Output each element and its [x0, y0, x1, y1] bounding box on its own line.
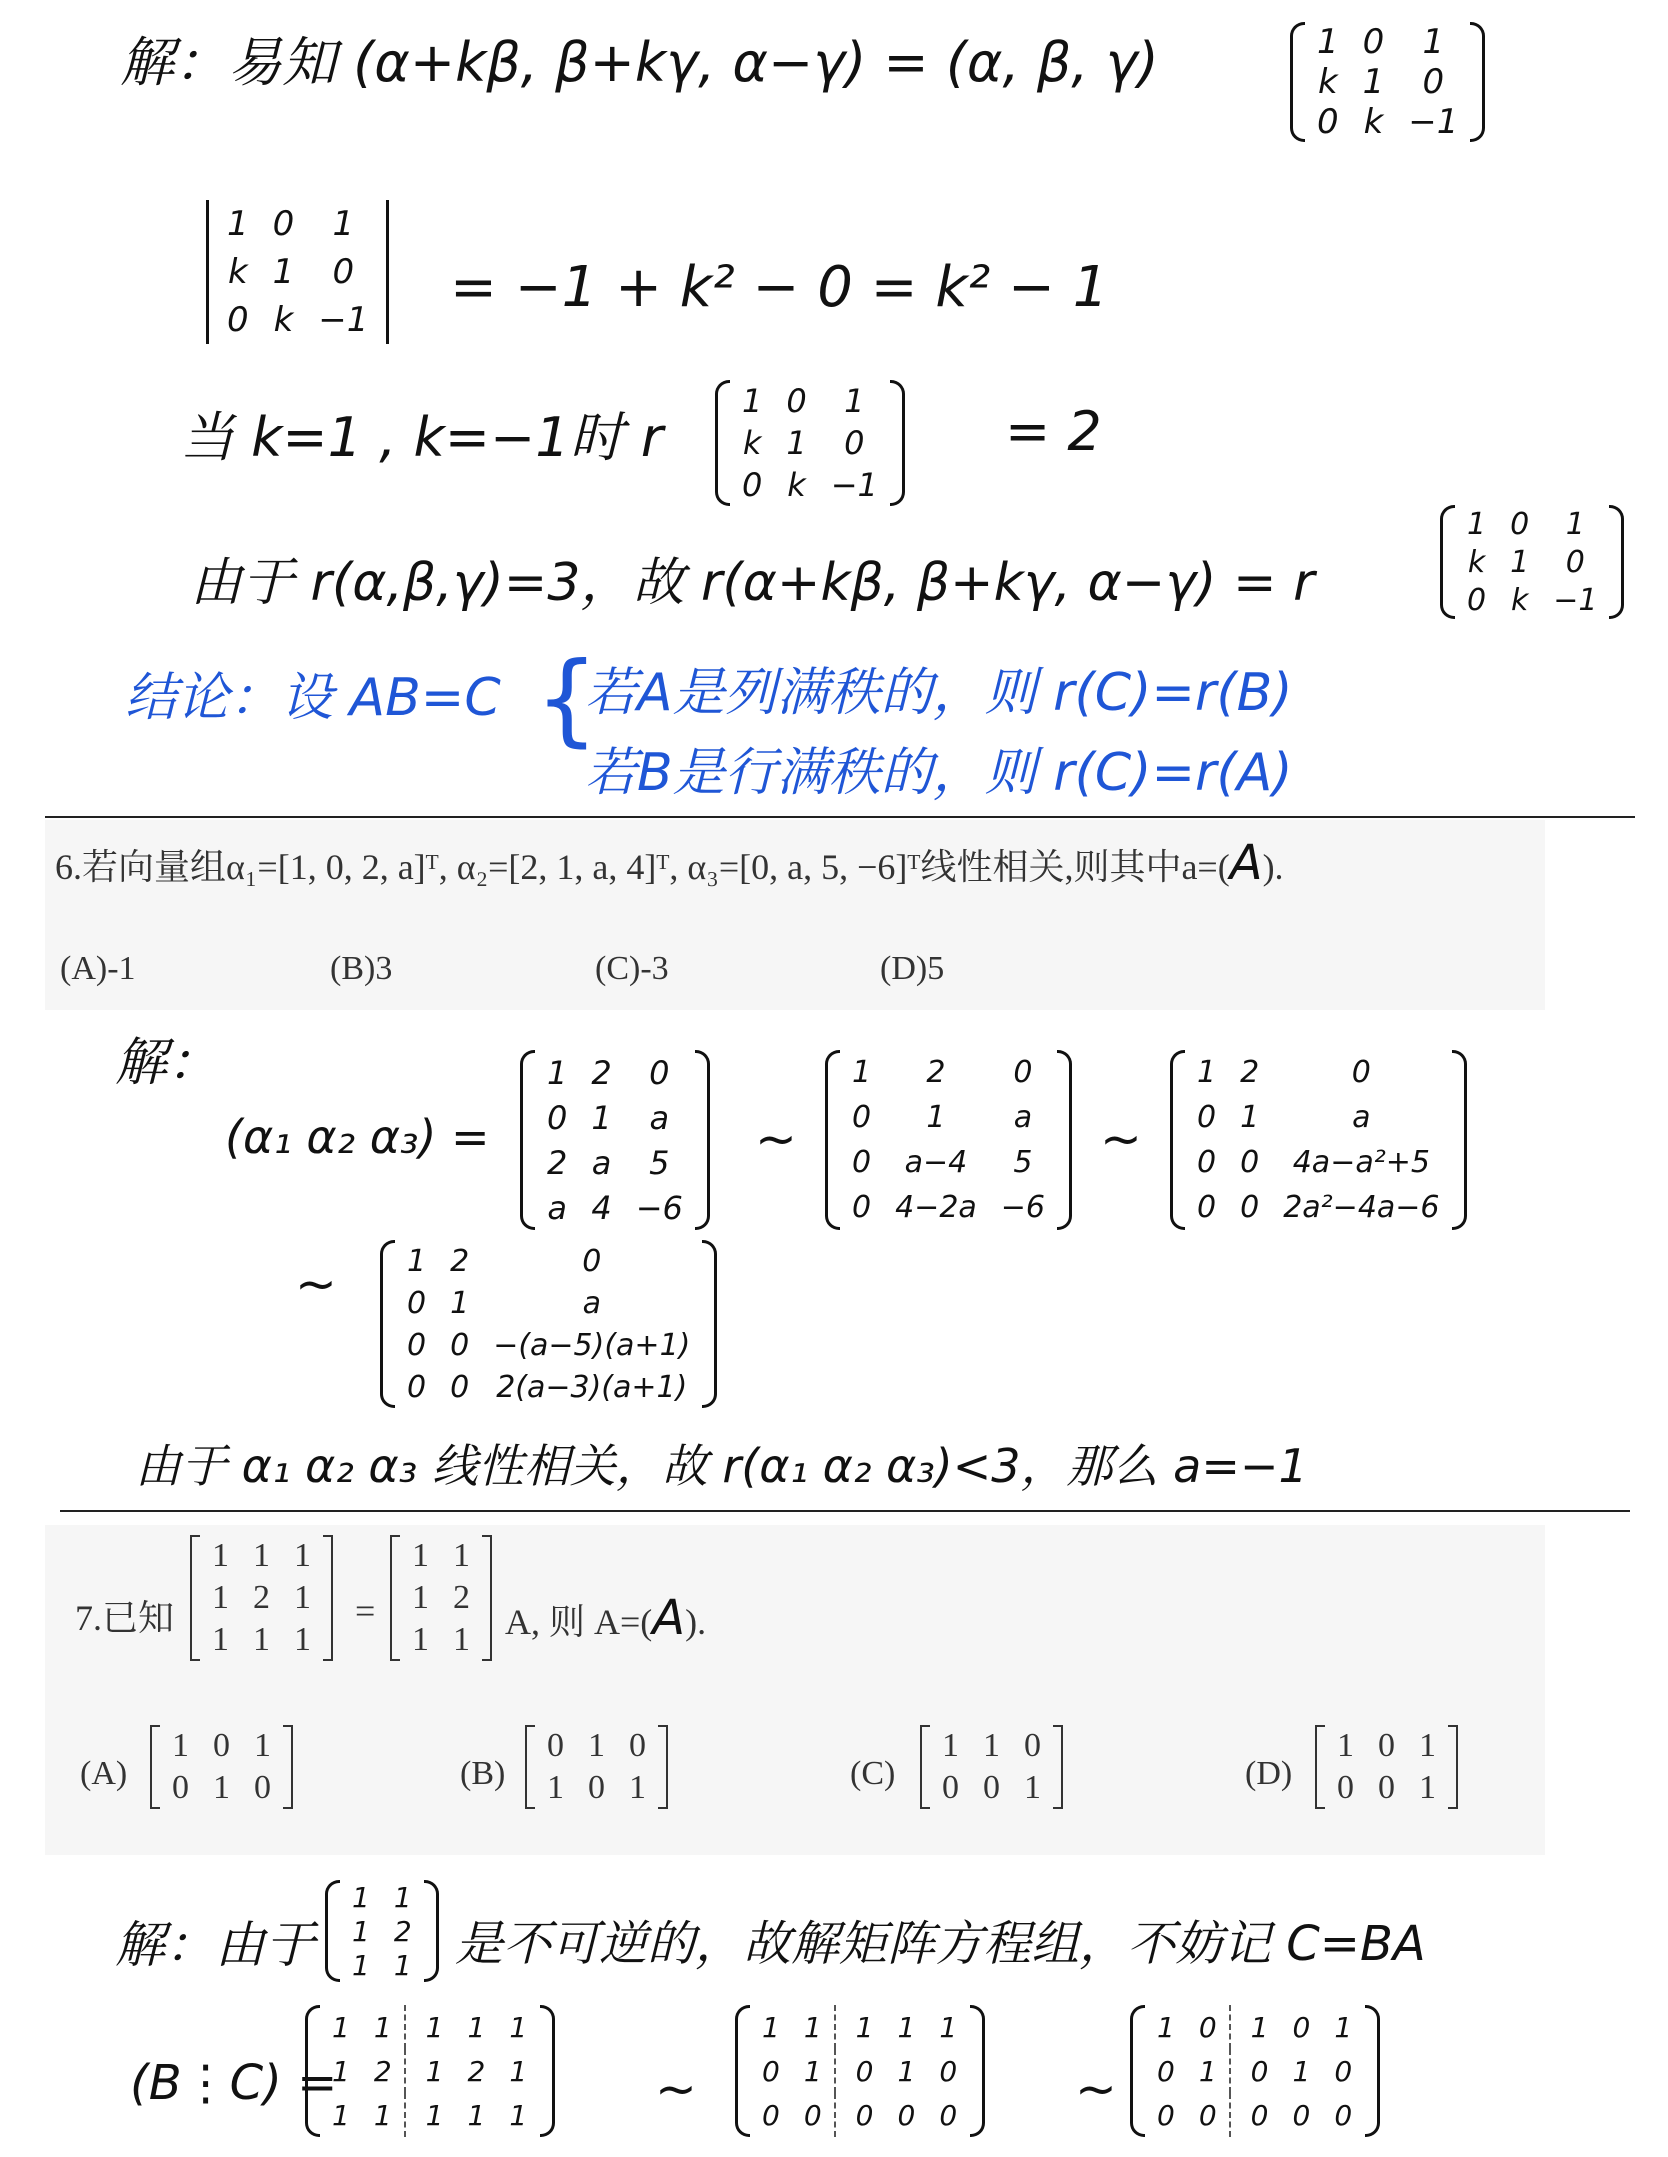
matrix-entry: 0 [1013, 1055, 1033, 1090]
matrix-entry: −6 [1000, 1190, 1046, 1225]
matrix-entry: 1 [803, 2010, 822, 2044]
s1-matrix-1 [1290, 22, 1485, 142]
s2-lhs: (α₁ α₂ α₃) = [225, 1110, 490, 1164]
matrix-entry: 1 [172, 1727, 189, 1764]
matrix-entry: k [1317, 62, 1338, 102]
matrix-entry: 2 [393, 1914, 412, 1948]
matrix-entry: 1 [294, 1621, 311, 1658]
matrix-entry: 0 [786, 382, 807, 420]
s2-conclusion: 由于 α₁ α₂ α₃ 线性相关，故 r(α₁ α₂ α₃)<3，那么 a=−1 [135, 1439, 1308, 1493]
matrix-entry: −1 [830, 466, 878, 504]
matrix-entry: 1 [547, 1053, 568, 1092]
matrix-bracket-left [715, 380, 730, 506]
q7-option-c-label: (C) [850, 1755, 896, 1792]
s2-matrix-2 [825, 1050, 1072, 1230]
divider-2 [60, 1510, 1630, 1512]
matrix-entry: a−4 [904, 1145, 968, 1180]
augment-separator [1230, 2005, 1239, 2049]
matrix-entry: k [1363, 102, 1384, 142]
matrix-entry: 1 [591, 1098, 612, 1137]
matrix-entry: 1 [509, 2054, 528, 2088]
augment-separator [835, 2049, 844, 2093]
q7-suffix: A, 则 A=(A). [505, 1590, 707, 1646]
s3-tilde-2: ~ [1075, 2060, 1117, 2118]
matrix-entry: 0 [649, 1053, 670, 1092]
matrix-entry: 0 [1157, 2054, 1175, 2088]
q7-prefix: 7.已知 [75, 1598, 175, 1638]
matrix-entry: 0 [1422, 62, 1445, 102]
matrix-entry: 1 [412, 1621, 429, 1658]
matrix-entry: 0 [1198, 2098, 1217, 2132]
matrix-bracket-right [283, 1725, 293, 1809]
matrix-entry: 1 [212, 1537, 229, 1574]
matrix-entry: 1 [212, 1621, 229, 1658]
matrix-entry: 1 [352, 1948, 370, 1982]
matrix-entry: 1 [450, 1285, 470, 1321]
matrix-bracket-left [1290, 22, 1305, 142]
matrix-entry: 0 [1024, 1727, 1041, 1764]
s1-line3-rhs: = 2 [1005, 400, 1102, 463]
matrix-entry: 1 [1198, 2054, 1217, 2088]
matrix-entry: 1 [227, 204, 249, 244]
matrix-entry: 2 [591, 1053, 612, 1092]
matrix-bracket-right [658, 1725, 668, 1809]
conclusion-brace: { [535, 640, 599, 757]
matrix-entry: 1 [547, 1769, 564, 1806]
matrix-entry: 4a−a²+5 [1292, 1145, 1430, 1180]
matrix-entry: k [1467, 544, 1486, 580]
matrix-bracket-left [735, 2005, 750, 2137]
matrix-entry: 1 [1197, 1055, 1217, 1090]
matrix-bracket-right [1057, 1050, 1072, 1230]
matrix-entry: 1 [844, 382, 865, 420]
s2-tilde-1: ~ [755, 1110, 797, 1168]
matrix-entry: 1 [762, 2010, 780, 2044]
augment-separator [835, 2093, 844, 2137]
s3-line1b: 是不可逆的，故解矩阵方程组，不妨记 C=BA [455, 1916, 1426, 1972]
matrix-entry: 0 [897, 2098, 916, 2132]
matrix-entry: 0 [1337, 1769, 1354, 1806]
matrix-entry: 1 [254, 1727, 271, 1764]
matrix-entry: 0 [1362, 22, 1385, 62]
matrix-bracket-left [380, 1240, 395, 1408]
matrix-bracket-left [206, 200, 209, 344]
matrix-entry: 0 [1292, 2010, 1311, 2044]
matrix-entry: 1 [1510, 544, 1530, 580]
matrix-entry: 0 [942, 1769, 959, 1806]
q7-option-b-label: (B) [460, 1755, 506, 1792]
matrix-entry: k [273, 300, 294, 340]
matrix-entry: 1 [332, 2054, 350, 2088]
matrix-entry: 0 [1510, 506, 1530, 542]
matrix-entry: 0 [407, 1285, 427, 1321]
matrix-entry: 1 [1317, 22, 1339, 62]
matrix-bracket-right [540, 2005, 555, 2137]
q7-matrix-right [390, 1535, 492, 1661]
matrix-entry: 1 [332, 2010, 350, 2044]
matrix-entry: 5 [649, 1143, 670, 1182]
matrix-entry: 1 [253, 1621, 270, 1658]
q7-option-b-matrix [525, 1725, 668, 1809]
matrix-entry: 1 [852, 1055, 872, 1090]
matrix-entry: 1 [1422, 22, 1445, 62]
matrix-entry: 2 [453, 1579, 470, 1616]
matrix-entry: 0 [742, 466, 763, 504]
matrix-bracket-right [1452, 1050, 1467, 1230]
matrix-bracket-right [1053, 1725, 1063, 1809]
matrix-entry: 1 [253, 1537, 270, 1574]
matrix-entry: a [1013, 1100, 1033, 1135]
conclusion-line1: 若A是列满秩的，则 r(C)=r(B) [585, 663, 1293, 723]
q6-option-b: (B)3 [330, 950, 393, 987]
matrix-entry: 1 [425, 2010, 444, 2044]
matrix-entry: 1 [1250, 2010, 1269, 2044]
matrix-bracket-right [890, 380, 905, 506]
matrix-entry: a [591, 1143, 612, 1182]
matrix-entry: 0 [844, 424, 865, 462]
s3-matrix-b [325, 1880, 439, 1982]
matrix-bracket-right [702, 1240, 717, 1408]
matrix-bracket-left [825, 1050, 840, 1230]
s2-tilde-2: ~ [1100, 1110, 1142, 1168]
matrix-entry: 0 [983, 1769, 1000, 1806]
matrix-entry: a [582, 1285, 601, 1321]
matrix-entry: 2 [467, 2054, 486, 2088]
matrix-entry: 0 [450, 1369, 470, 1405]
q7-option-d-label: (D) [1245, 1755, 1293, 1792]
matrix-entry: 0 [629, 1727, 646, 1764]
matrix-entry: 1 [373, 2010, 392, 2044]
matrix-entry: −1 [1553, 582, 1598, 618]
matrix-entry: 0 [852, 1100, 872, 1135]
matrix-entry: 0 [547, 1727, 564, 1764]
matrix-entry: 0 [227, 300, 249, 340]
augment-separator [1230, 2049, 1239, 2093]
matrix-entry: −1 [1408, 102, 1459, 142]
matrix-entry: 0 [1240, 1145, 1260, 1180]
matrix-entry: k [1510, 582, 1529, 618]
matrix-entry: 0 [852, 1190, 872, 1225]
matrix-bracket-right [424, 1880, 439, 1982]
matrix-entry: 1 [939, 2010, 958, 2044]
s3-tilde-1: ~ [655, 2060, 697, 2118]
matrix-entry: 0 [939, 2054, 958, 2088]
s3-augmented-3 [1130, 2005, 1380, 2137]
matrix-entry: k [787, 466, 806, 504]
matrix-entry: 0 [213, 1727, 230, 1764]
matrix-entry: 0 [582, 1243, 602, 1279]
conclusion-label: 结论：设 AB=C [125, 668, 501, 728]
q7-equals: = [355, 1591, 376, 1631]
matrix-bracket-right [1609, 505, 1624, 619]
s1-line2: = −1 + k² − 0 = k² − 1 [450, 255, 1109, 320]
matrix-entry: 0 [407, 1369, 427, 1405]
matrix-entry: 1 [294, 1537, 311, 1574]
matrix-entry: 0 [1467, 582, 1487, 618]
matrix-bracket-right [970, 2005, 985, 2137]
matrix-entry: 1 [1362, 62, 1385, 102]
q7-option-a-matrix [150, 1725, 293, 1809]
matrix-entry: 5 [1013, 1145, 1033, 1180]
matrix-bracket-left [190, 1535, 200, 1661]
augment-separator [835, 2005, 844, 2049]
matrix-entry: 1 [373, 2098, 392, 2132]
matrix-entry: 0 [852, 1145, 872, 1180]
matrix-entry: k [227, 252, 248, 292]
matrix-entry: k [742, 424, 762, 462]
matrix-bracket-left [1130, 2005, 1145, 2137]
s3-line1a: 解：由于 [115, 1916, 315, 1974]
matrix-bracket-right [482, 1535, 492, 1661]
augment-separator [1230, 2093, 1239, 2137]
matrix-entry: 1 [407, 1243, 427, 1279]
matrix-bracket-right [323, 1535, 333, 1661]
matrix-entry: 0 [855, 2054, 874, 2088]
matrix-bracket-left [1170, 1050, 1185, 1230]
matrix-entry: 1 [332, 204, 355, 244]
q6-question: 6.若向量组α₁=[1, 0, 2, a]ᵀ, α₂=[2, 1, a, 4]ᵀ, α₃=[0, a, 5, −6]ᵀ线性相关,则其中a=(A). [55, 835, 1284, 891]
matrix-entry: 1 [983, 1727, 1000, 1764]
s2-matrix-3 [1170, 1050, 1467, 1230]
s3-augmented-1 [305, 2005, 555, 2137]
matrix-entry: 4 [591, 1188, 612, 1227]
matrix-entry: 1 [467, 2010, 486, 2044]
matrix-bracket-left [920, 1725, 930, 1809]
matrix-entry: 1 [1292, 2054, 1311, 2088]
matrix-entry: 1 [1419, 1727, 1436, 1764]
matrix-entry: 0 [1197, 1100, 1217, 1135]
matrix-entry: 0 [1351, 1055, 1371, 1090]
s1-line3: 当 k=1 , k=−1时 r [180, 406, 664, 469]
matrix-entry: 1 [1334, 2010, 1353, 2044]
matrix-entry: 1 [1240, 1100, 1260, 1135]
matrix-entry: 0 [1378, 1769, 1395, 1806]
q7-option-c-matrix [920, 1725, 1063, 1809]
matrix-entry: a [649, 1098, 670, 1137]
matrix-entry: 1 [272, 252, 295, 292]
matrix-entry: 1 [742, 382, 763, 420]
q7-matrix-left [190, 1535, 333, 1661]
q7-option-d-matrix [1315, 1725, 1458, 1809]
matrix-entry: 1 [1157, 2010, 1175, 2044]
matrix-entry: 1 [393, 1880, 412, 1914]
matrix-entry: 0 [939, 2098, 958, 2132]
s1-line1: 解：易知 (α+kβ, β+kγ, α−γ) = (α, β, γ) [120, 31, 1159, 94]
s1-matrix-3 [1440, 505, 1624, 619]
matrix-entry: 0 [272, 204, 295, 244]
matrix-entry: 2 [926, 1055, 946, 1090]
matrix-entry: 1 [332, 2098, 350, 2132]
matrix-bracket-left [525, 1725, 535, 1809]
matrix-entry: 0 [1197, 1145, 1217, 1180]
matrix-entry: 1 [588, 1727, 605, 1764]
s3-augmented-2 [735, 2005, 985, 2137]
matrix-entry: 0 [172, 1769, 189, 1806]
q6-option-d: (D)5 [880, 950, 945, 987]
matrix-entry: 2 [373, 2054, 392, 2088]
matrix-entry: 0 [332, 252, 355, 292]
matrix-entry: 0 [1565, 544, 1585, 580]
matrix-entry: a [547, 1188, 567, 1227]
matrix-entry: 1 [855, 2010, 874, 2044]
matrix-entry: a [1352, 1100, 1371, 1135]
matrix-entry: 1 [352, 1914, 370, 1948]
matrix-entry: 0 [254, 1769, 271, 1806]
s2-matrix-1 [520, 1050, 710, 1230]
augment-separator [405, 2049, 414, 2093]
matrix-entry: 1 [926, 1100, 946, 1135]
matrix-entry: 0 [1378, 1727, 1395, 1764]
matrix-entry: −6 [635, 1188, 683, 1227]
matrix-bracket-left [1315, 1725, 1325, 1809]
matrix-entry: 1 [212, 1579, 229, 1616]
matrix-entry: 0 [588, 1769, 605, 1806]
matrix-entry: 2 [450, 1243, 470, 1279]
matrix-bracket-right [1470, 22, 1485, 142]
matrix-bracket-right [1448, 1725, 1458, 1809]
matrix-entry: 0 [855, 2098, 874, 2132]
matrix-entry: 1 [897, 2010, 916, 2044]
matrix-entry: 0 [450, 1327, 470, 1363]
matrix-entry: 0 [1250, 2054, 1269, 2088]
matrix-bracket-right [1365, 2005, 1380, 2137]
matrix-entry: 1 [509, 2098, 528, 2132]
matrix-entry: 0 [1240, 1190, 1260, 1225]
matrix-entry: 1 [352, 1880, 370, 1914]
matrix-bracket-right [386, 200, 389, 344]
matrix-entry: 1 [1419, 1769, 1436, 1806]
matrix-bracket-left [325, 1880, 340, 1982]
matrix-entry: 2 [547, 1143, 568, 1182]
s2-matrix-4 [380, 1240, 717, 1408]
matrix-entry: 1 [412, 1537, 429, 1574]
q6-option-a: (A)-1 [60, 950, 136, 987]
matrix-entry: 4−2a [895, 1190, 977, 1225]
matrix-entry: 1 [425, 2098, 444, 2132]
s1-line4: 由于 r(α,β,γ)=3，故 r(α+kβ, β+kγ, α−γ) = r [190, 553, 1315, 613]
q6-option-c: (C)-3 [595, 950, 669, 987]
matrix-entry: 0 [407, 1327, 427, 1363]
q7-option-a-label: (A) [80, 1755, 128, 1792]
matrix-bracket-left [150, 1725, 160, 1809]
matrix-entry: 0 [1334, 2098, 1353, 2132]
divider-1 [45, 816, 1635, 818]
augment-separator [405, 2093, 414, 2137]
matrix-entry: 1 [393, 1948, 412, 1982]
matrix-entry: 0 [1334, 2054, 1353, 2088]
matrix-bracket-left [1440, 505, 1455, 619]
matrix-entry: 1 [294, 1579, 311, 1616]
matrix-entry: 1 [1024, 1769, 1041, 1806]
matrix-entry: 0 [1317, 102, 1339, 142]
matrix-bracket-right [695, 1050, 710, 1230]
s1-determinant [200, 200, 395, 344]
matrix-entry: −(a−5)(a+1) [493, 1327, 691, 1363]
matrix-entry: 0 [803, 2098, 822, 2132]
matrix-entry: 1 [803, 2054, 822, 2088]
matrix-entry: 1 [897, 2054, 916, 2088]
matrix-entry: 1 [1565, 506, 1585, 542]
matrix-entry: 2a²−4a−6 [1283, 1190, 1440, 1225]
matrix-entry: 2(a−3)(a+1) [496, 1369, 688, 1405]
matrix-entry: −1 [318, 300, 369, 340]
matrix-entry: 1 [1337, 1727, 1354, 1764]
matrix-entry: 0 [762, 2098, 780, 2132]
matrix-entry: 1 [786, 424, 807, 462]
matrix-entry: 1 [425, 2054, 444, 2088]
matrix-entry: 0 [1292, 2098, 1311, 2132]
matrix-entry: 1 [467, 2098, 486, 2132]
matrix-entry: 0 [1198, 2010, 1217, 2044]
matrix-entry: 0 [762, 2054, 780, 2088]
matrix-entry: 1 [412, 1579, 429, 1616]
matrix-entry: 2 [1240, 1055, 1260, 1090]
matrix-bracket-left [305, 2005, 320, 2137]
matrix-entry: 1 [509, 2010, 528, 2044]
matrix-entry: 1 [629, 1769, 646, 1806]
s2-tilde-3: ~ [295, 1255, 337, 1313]
conclusion-line2: 若B是行满秩的，则 r(C)=r(A) [585, 743, 1293, 803]
matrix-entry: 1 [453, 1621, 470, 1658]
matrix-entry: 1 [213, 1769, 230, 1806]
matrix-entry: 1 [1467, 506, 1487, 542]
s3-lhs: (B⋮C) = [130, 2055, 338, 2111]
matrix-entry: 2 [253, 1579, 270, 1616]
matrix-entry: 1 [453, 1537, 470, 1574]
matrix-entry: 0 [1157, 2098, 1175, 2132]
matrix-bracket-left [390, 1535, 400, 1661]
s1-matrix-2 [715, 380, 905, 506]
matrix-bracket-left [520, 1050, 535, 1230]
augment-separator [405, 2005, 414, 2049]
matrix-entry: 1 [942, 1727, 959, 1764]
s2-label: 解： [115, 1033, 220, 1093]
matrix-entry: 0 [1250, 2098, 1269, 2132]
matrix-entry: 0 [547, 1098, 568, 1137]
matrix-entry: 0 [1197, 1190, 1217, 1225]
